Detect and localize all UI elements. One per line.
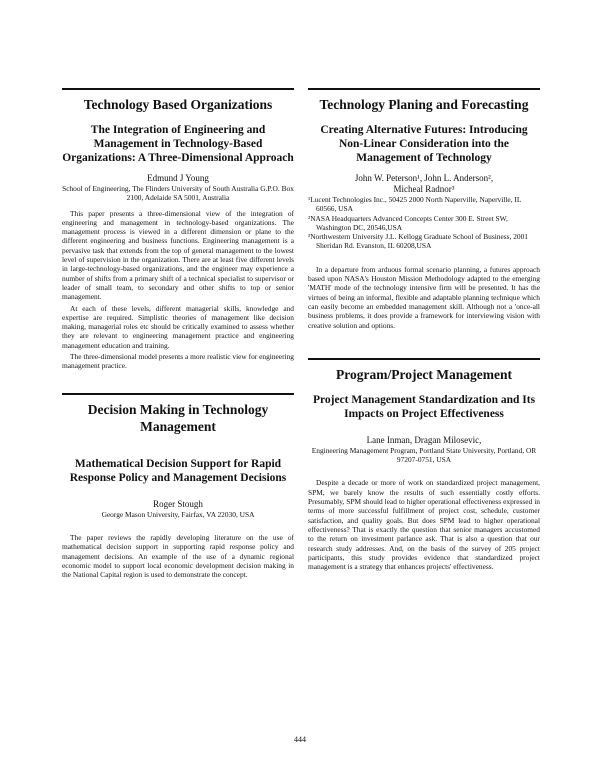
section-heading-decision-making: Decision Making in Technology Management	[62, 393, 294, 435]
article-title-creating-alternative-futures: Creating Alternative Futures: Introducing Non-Linear Consideration into the Management of Technology	[320, 124, 528, 164]
affiliation-george-mason: George Mason University, Fairfax, VA 22030, USA	[101, 509, 255, 519]
authors-radnor: Micheal Radnor³	[393, 184, 455, 194]
affiliations-list	[308, 195, 540, 251]
abstract-paragraph: The paper reviews the rapidly developing literature on the use of mathematical decision support in supporting rapid response policy and management decisions. An example of the use of a dynamic regional economic model to support local economic development decision making in the National Capital region is used to demonstrate the concept.	[62, 532, 294, 580]
authors-inman-milosevic: Lane Inman, Dragan Milosevic,	[366, 434, 482, 445]
affiliation-lucent: ¹Lucent Technologies Inc., 50425 2000 North Naperville, Naperville, IL 60566, USA	[308, 195, 522, 214]
affiliation-flinders: School of Engineering, The Flinders University of South Australia G.P.O. Box 2100, Adelaide SA 5001, Australia	[62, 184, 294, 203]
section-heading-technology-planing: Technology Planing and Forecasting	[308, 88, 540, 113]
abstract-paragraph: This paper presents a three-dimensional view of the integration of engineering and management in technology-based organizations. The management process is viewed in a different dimension or plane to the different engineering and business functions. Engineering management is a pervasive task that extends from the top of general management to the lowest level of supervision in the organization. There are at least five different levels in large-technology-based organizations, and the engineer may experience a number of shifts from a primary shift of a technical specialist to supervisor or leader of small team, to secondary and other shifts to top or senior management.	[62, 208, 294, 302]
abstract-paragraph: Despite a decade or more of work on standardized project management, SPM, we barely know the results of such essentially costly efforts. Presumably, SPM should lead to higher operational effectiveness expressed in terms of more successful fulfillment of project cost, schedule, customer satisfaction, and quality goals. But does SPM lead to higher operational effectiveness? That is exactly the question that senior managers accustomed to the return on investment parlance ask. That is also a question that our research study addresses. And, on the basis of the survey of 205 project participants, this study provides evidence that standardized project management is a strategy that enhances projects' effectiveness.	[308, 478, 540, 572]
article-title-project-management-standardization: Project Management Standardization and Its Impacts on Project Effectiveness	[312, 393, 536, 420]
article-title-integration: The Integration of Engineering and Management in Technology-Based Organizations: A Three-Dimensional Approach	[62, 124, 294, 164]
abstract-creating-alternative-futures	[308, 265, 540, 330]
abstract-paragraph: The three-dimensional model presents a more realistic view for engineering management practice.	[62, 352, 294, 371]
article-title-mathematical-decision-support: Mathematical Decision Support for Rapid Response Policy and Management Decisions	[69, 457, 287, 484]
section-heading-technology-based-organizations: Technology Based Organizations	[62, 88, 294, 113]
author-stough: Roger Stough	[153, 498, 203, 509]
affiliation-northwestern: ³Northwestern University J.L. Kellogg Graduate School of Business, 2001 Sheridan Rd. Evanston, IL 60208,USA	[308, 232, 529, 251]
page-number: 444	[294, 735, 306, 744]
abstract-project-management-standardization	[308, 478, 540, 571]
right-column	[308, 88, 540, 573]
author-young: Edmund J Young	[147, 173, 209, 183]
abstract-mathematical-decision-support	[62, 533, 294, 579]
abstract-integration	[62, 209, 294, 371]
authors-peterson-anderson: John W. Peterson¹, John L. Anderson²,	[354, 173, 494, 183]
left-column	[62, 88, 294, 581]
section-heading-program-project-management: Program/Project Management	[308, 358, 540, 383]
abstract-paragraph: In a departure from arduous formal scenario planning, a futures approach based upon NASA's Houston Mission Methodology adapted to the emerging 'MATH' mode of the technology intensive firm will be presented. It has the virtues of being an informal, flexible and adaptable planning technique which can easily become an embedded management skill. Although not a 'once-all business problems, it does provide a framework for interviewing vision with creative solution and options.	[308, 264, 540, 330]
affiliation-portland-state: Engineering Management Program, Portland State University, Portland, OR 97207-0751, USA	[311, 445, 537, 465]
abstract-paragraph: At each of these levels, different managerial skills, knowledge and expertise are required. Simplistic theories of management like decision making, managerial roles etc should be critically examined to assess whether they are relevant to engineering management practice and engineering management education and training.	[62, 303, 294, 350]
affiliation-nasa: ²NASA Headquarters Advanced Concepts Center 300 E. Street SW, Washington DC, 20546,USA	[308, 213, 508, 232]
